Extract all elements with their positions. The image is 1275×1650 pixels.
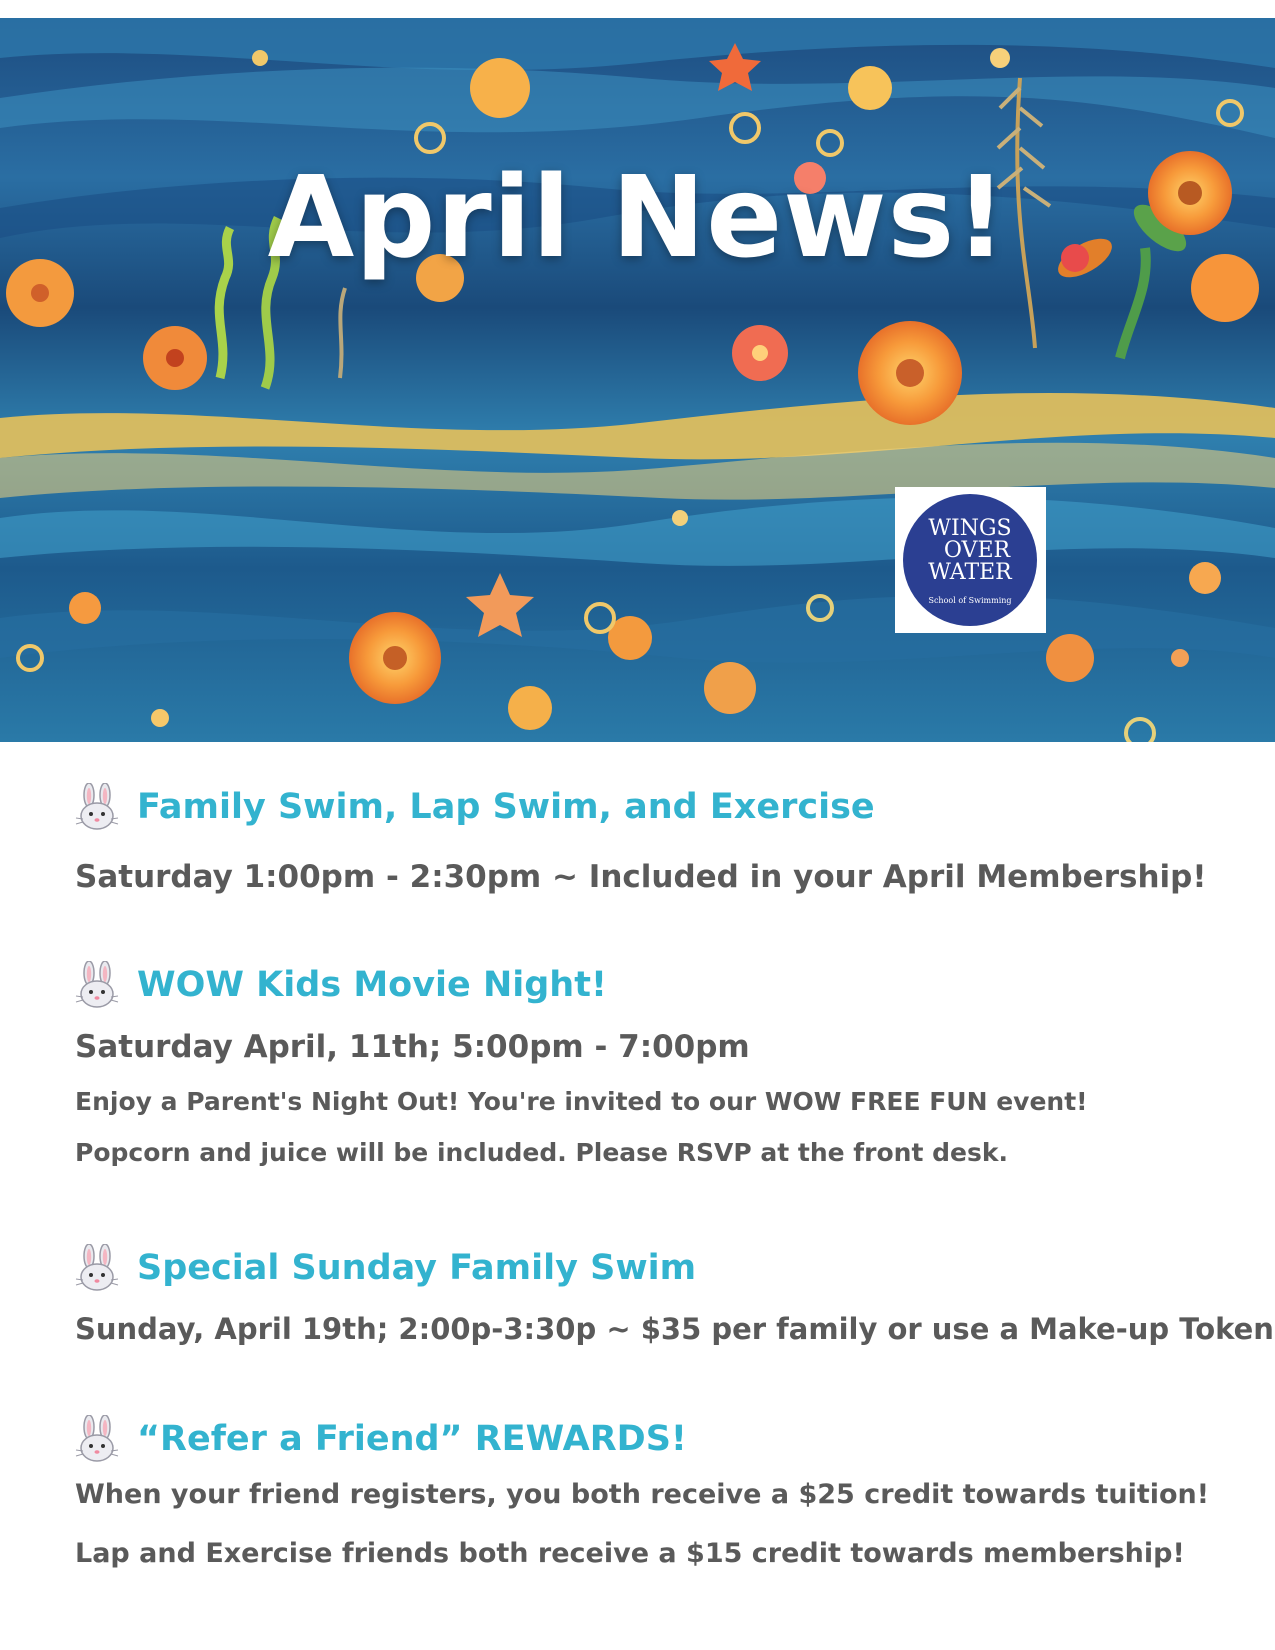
section-heading bbox=[75, 1415, 1215, 1463]
section-refer-a-friend bbox=[75, 1415, 1215, 1569]
section-heading-text: “Refer a Friend” REWARDS! bbox=[137, 1419, 687, 1459]
section-heading bbox=[75, 961, 1215, 1009]
section-heading bbox=[75, 783, 1215, 831]
logo-line-3: WATER bbox=[928, 560, 1012, 585]
section-heading-text: Special Sunday Family Swim bbox=[137, 1248, 697, 1288]
section-body-line: Enjoy a Parent's Night Out! You're invited to our WOW FREE FUN event! bbox=[75, 1087, 1088, 1116]
section-detail: Saturday 1:00pm - 2:30pm ~ Included in your April Membership! bbox=[75, 859, 1207, 895]
banner-title: April News! bbox=[267, 153, 1008, 283]
section-body-line: When your friend registers, you both receive a $25 credit towards tuition! bbox=[75, 1479, 1210, 1510]
section-heading bbox=[75, 1244, 1215, 1292]
section-body-line: Popcorn and juice will be included. Please RSVP at the front desk. bbox=[75, 1138, 1008, 1167]
wings-over-water-logo bbox=[895, 487, 1046, 633]
underwater-garden-illustration bbox=[0, 18, 1275, 742]
bunny-icon bbox=[75, 783, 119, 831]
header-banner bbox=[0, 18, 1275, 742]
bunny-icon bbox=[75, 961, 119, 1009]
logo-badge bbox=[903, 494, 1037, 626]
section-heading-text: Family Swim, Lap Swim, and Exercise bbox=[137, 787, 875, 827]
section-movie-night bbox=[75, 961, 1215, 1167]
section-detail: Saturday April, 11th; 5:00pm - 7:00pm bbox=[75, 1029, 750, 1065]
section-detail: Sunday, April 19th; 2:00p-3:30p ~ $35 per family or use a Make-up Token bbox=[75, 1312, 1274, 1346]
logo-tagline: School of Swimming bbox=[928, 596, 1012, 605]
logo-line-1: WINGS bbox=[928, 516, 1012, 541]
section-heading-text: WOW Kids Movie Night! bbox=[137, 965, 607, 1005]
bunny-icon bbox=[75, 1244, 119, 1292]
bunny-icon bbox=[75, 1415, 119, 1463]
section-family-swim bbox=[75, 783, 1215, 895]
logo-line-2: OVER bbox=[943, 538, 1011, 563]
section-body-line: Lap and Exercise friends both receive a $15 credit towards membership! bbox=[75, 1538, 1185, 1569]
section-sunday-swim bbox=[75, 1244, 1274, 1346]
